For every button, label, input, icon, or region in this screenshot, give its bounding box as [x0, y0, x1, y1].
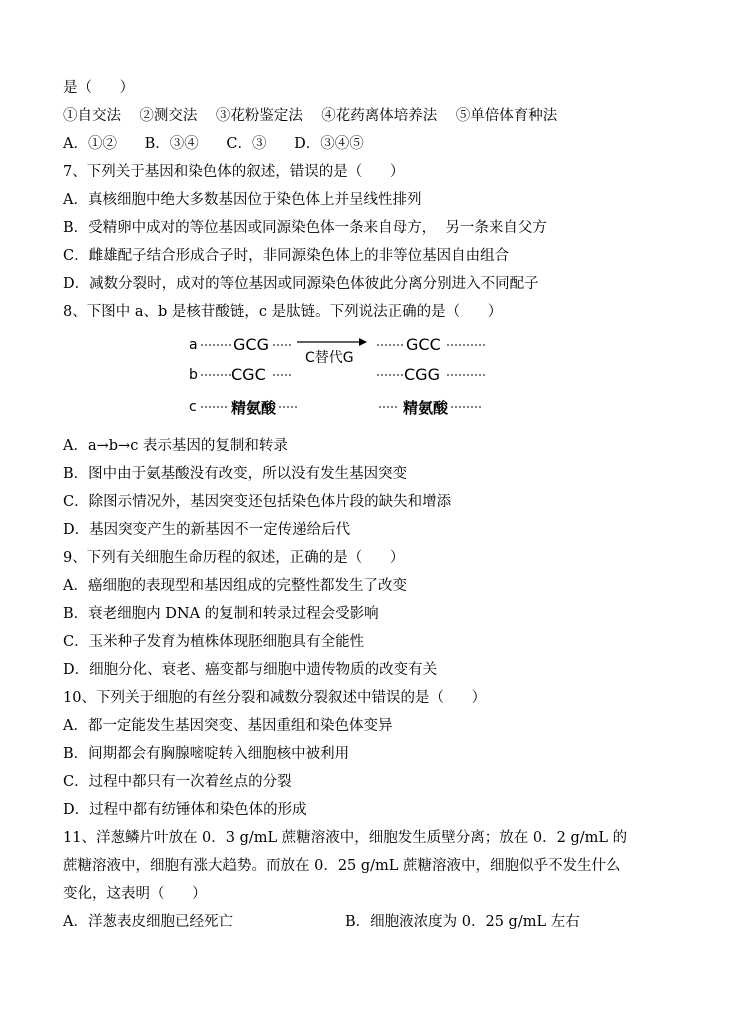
right-codon-b: CGG	[404, 365, 440, 384]
question-8-stem: 8、下图中 a、b 是核苷酸链，c 是肽链。下列说法正确的是（ ）	[63, 304, 503, 320]
question-6-methods: ①自交法 ②测交法 ③花粉鉴定法 ④花药离体培养法 ⑤单倍体育种法	[63, 108, 558, 124]
question-9-option-c: C．玉米种子发育为植株体现胚细胞具有全能性	[63, 634, 365, 650]
label-a: a	[189, 337, 198, 353]
question-11-option-a: A．洋葱表皮细胞已经死亡	[63, 914, 233, 930]
right-codon-a: GCC	[406, 335, 441, 354]
arrow-label: C替代G	[305, 350, 354, 366]
label-b: b	[189, 367, 198, 383]
arrow-head	[359, 338, 367, 346]
question-11-stem-line-3: 变化，这表明（ ）	[63, 886, 207, 902]
question-7-option-a: A．真核细胞中绝大多数基因位于染色体上并呈线性排列	[63, 192, 422, 208]
question-7-option-d: D．减数分裂时，成对的等位基因或同源染色体彼此分离分别进入不同配子	[63, 276, 539, 292]
question-9-option-d: D．细胞分化、衰老、癌变都与细胞中遗传物质的改变有关	[63, 662, 438, 678]
question-11-stem-line-2: 蔗糖溶液中，细胞有涨大趋势。而放在 0．25 g/mL 蔗糖溶液中，细胞似乎不发生什么	[63, 858, 621, 874]
left-codon-b: CGC	[231, 365, 266, 384]
question-9-option-a: A．癌细胞的表现型和基因组成的完整性都发生了改变	[63, 578, 407, 594]
question-10-option-d: D．过程中都有纺锤体和染色体的形成	[63, 802, 307, 818]
question-8-option-b: B．图中由于氨基酸没有改变，所以没有发生基因突变	[63, 466, 408, 482]
question-10-option-b: B．间期都会有胸腺嘧啶转入细胞核中被利用	[63, 746, 350, 762]
question-8-option-c: C．除图示情况外，基因突变还包括染色体片段的缺失和增添	[63, 494, 452, 510]
question-7-stem: 7、下列关于基因和染色体的叙述，错误的是（ ）	[63, 164, 405, 180]
question-7-option-b: B．受精卵中成对的等位基因或同源染色体一条来自母方， 另一条来自父方	[63, 220, 547, 236]
question-6-stem-tail: 是（ ）	[63, 80, 135, 96]
question-10-option-a: A．都一定能发生基因突变、基因重组和染色体变异	[63, 718, 393, 734]
question-9-stem: 9、下列有关细胞生命历程的叙述，正确的是（ ）	[63, 550, 405, 566]
question-10-option-c: C．过程中都只有一次着丝点的分裂	[63, 774, 292, 790]
label-c: c	[189, 399, 197, 415]
question-11-option-b: B．细胞液浓度为 0．25 g/mL 左右	[345, 914, 580, 930]
question-9-option-b: B．衰老细胞内 DNA 的复制和转录过程会受影响	[63, 606, 379, 622]
question-8-option-a: A．a→b→c 表示基因的复制和转录	[63, 438, 288, 454]
question-11-stem-line-1: 11、洋葱鳞片叶放在 0．3 g/mL 蔗糖溶液中，细胞发生质壁分离；放在 0．2 g/mL 的	[63, 830, 628, 846]
question-7-option-c: C．雌雄配子结合形成合子时，非同源染色体上的非等位基因自由组合	[63, 248, 510, 264]
mutation-figure	[185, 332, 495, 428]
question-8-option-d: D．基因突变产生的新基因不一定传递给后代	[63, 522, 351, 538]
question-10-stem: 10、下列关于细胞的有丝分裂和减数分裂叙述中错误的是（ ）	[63, 690, 487, 706]
right-amino-acid: 精氨酸	[403, 399, 449, 417]
question-6-options: A．①② B．③④ C．③ D．③④⑤	[63, 136, 364, 152]
left-amino-acid: 精氨酸	[231, 399, 277, 417]
left-codon-a: GCG	[233, 335, 269, 354]
